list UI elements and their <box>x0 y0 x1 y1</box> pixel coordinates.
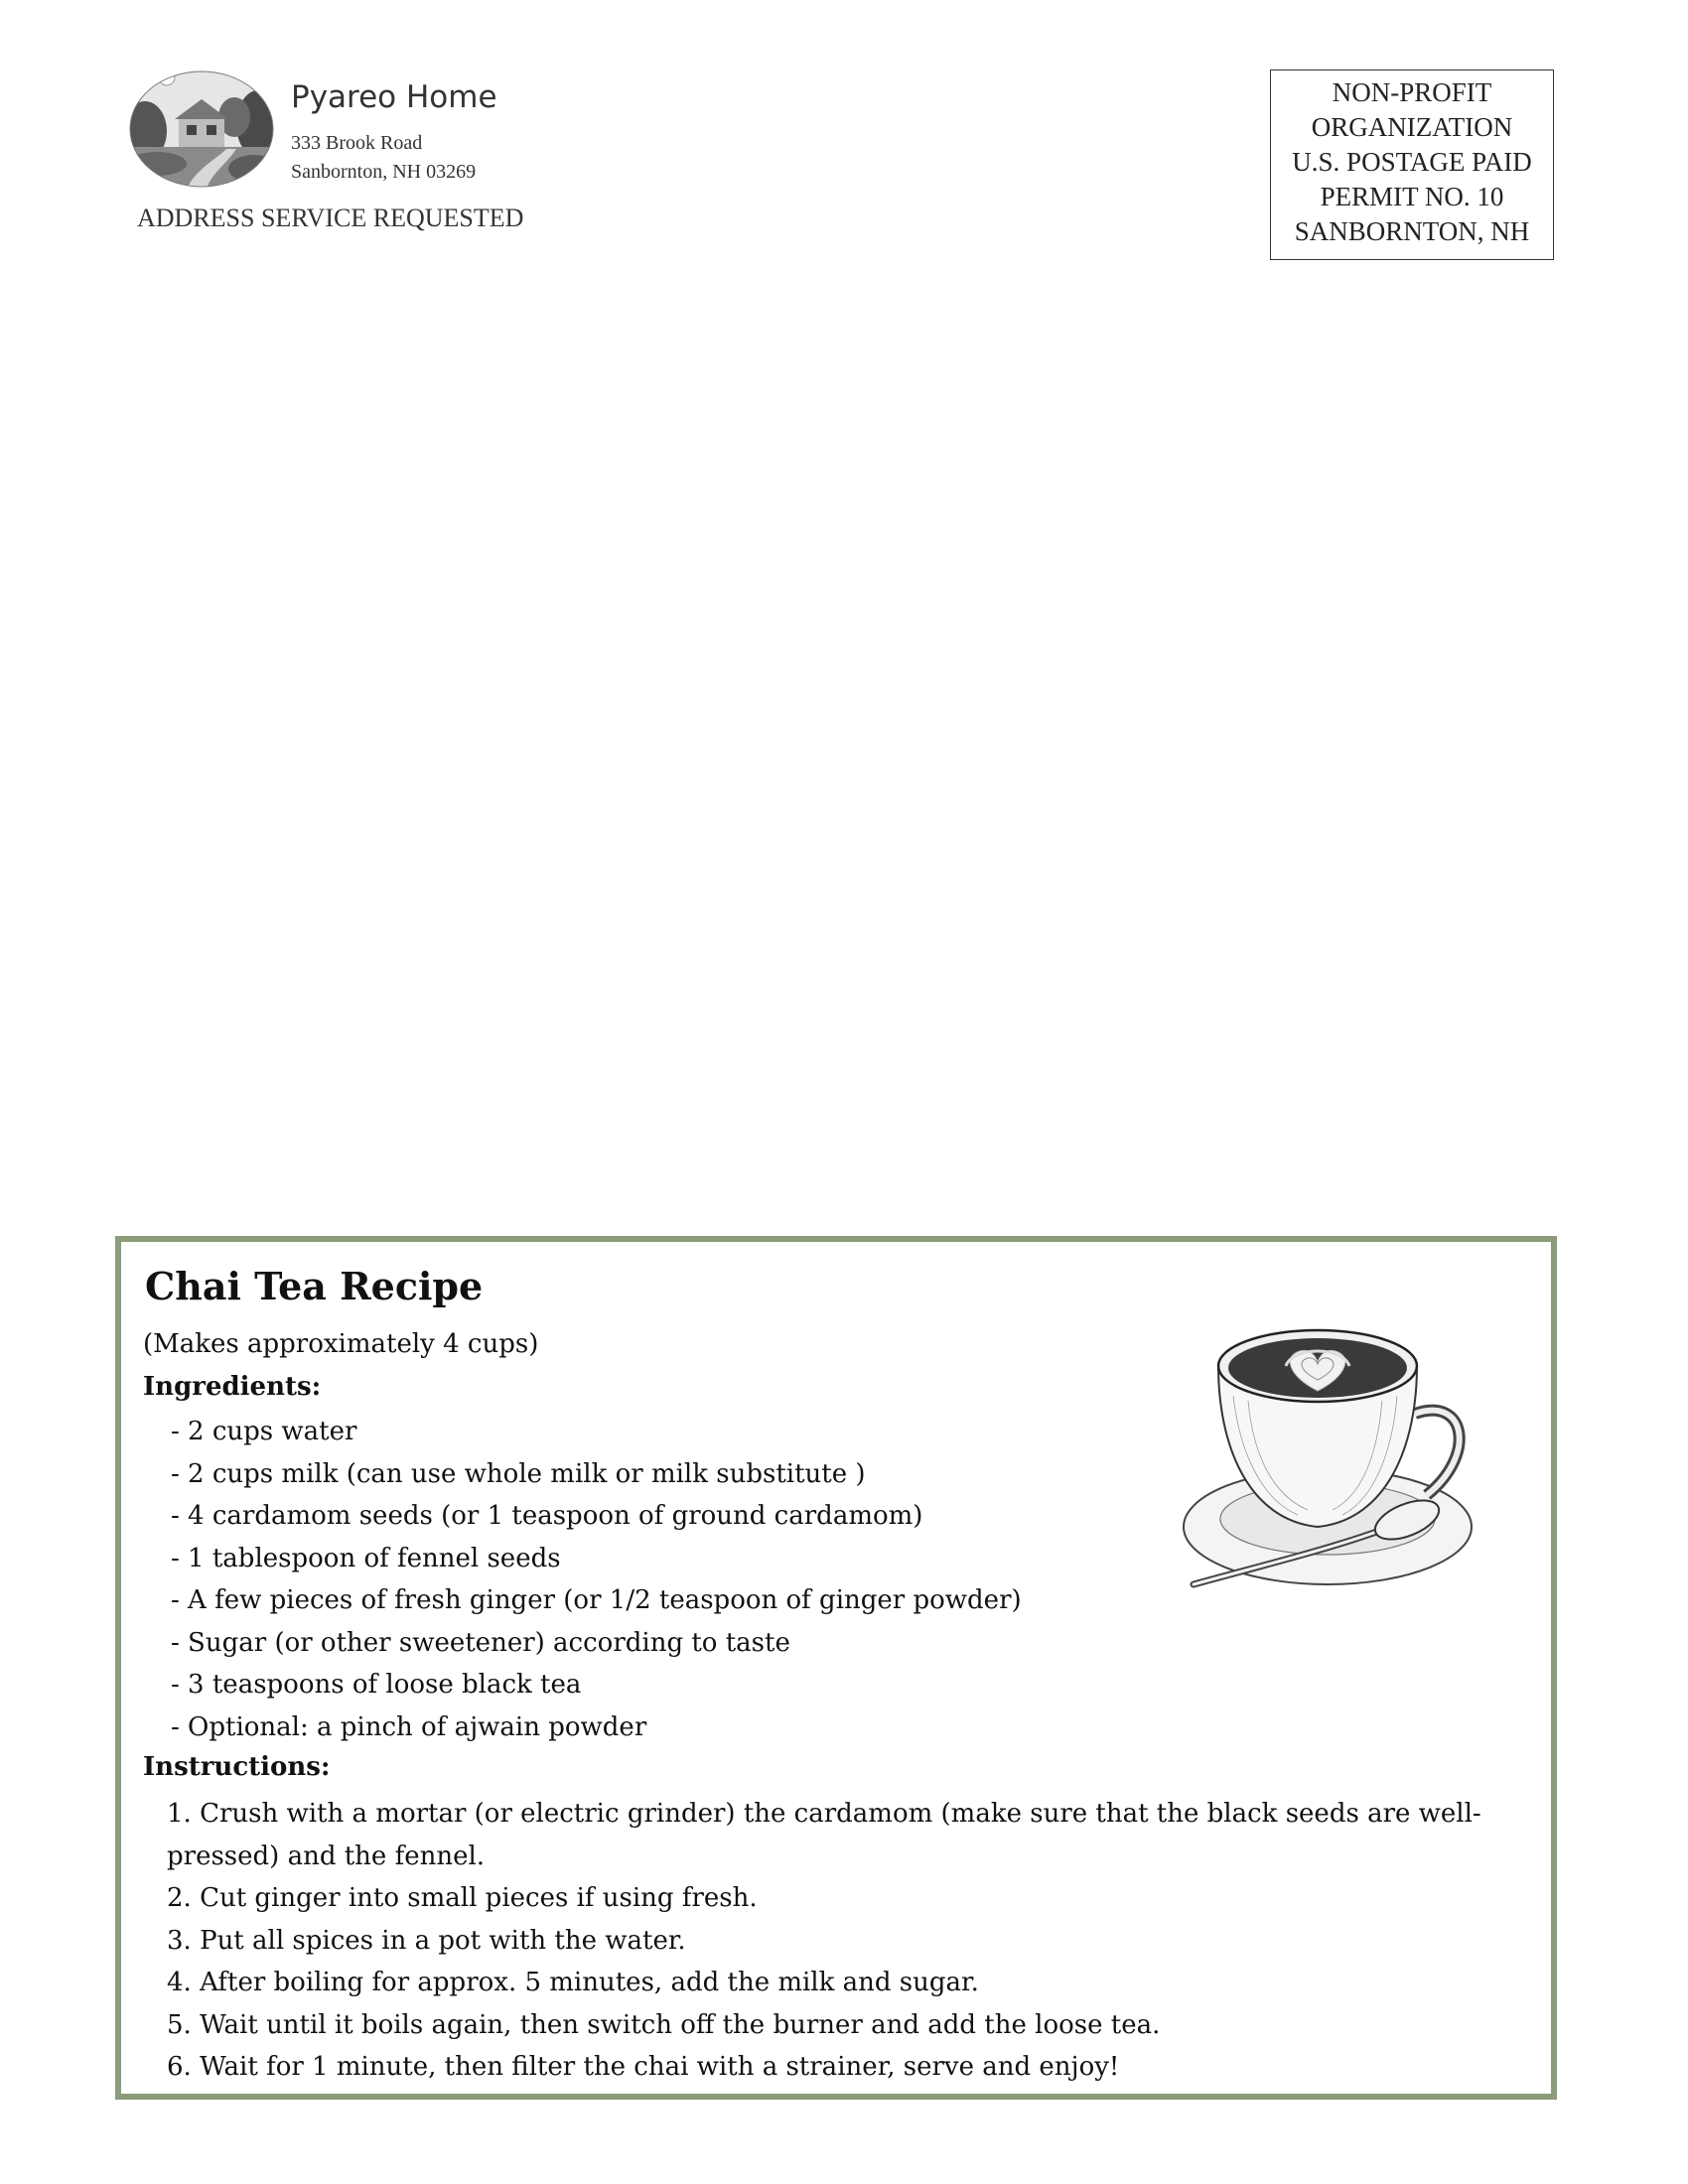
instruction-step: 4. After boiling for approx. 5 minutes, add the milk and sugar. <box>167 1968 979 1997</box>
ingredient-item: - Sugar (or other sweetener) according to taste <box>171 1627 790 1658</box>
ingredient-item: - 2 cups water <box>171 1417 357 1446</box>
city-state-zip: Sanbornton, NH 03269 <box>291 161 477 183</box>
postage-indicia <box>1270 69 1554 260</box>
indicia-line: SANBORNTON, NH <box>1294 216 1530 246</box>
recipe-card <box>115 1236 1557 2100</box>
ingredient-item: - 2 cups milk (can use whole milk or milk substitute ) <box>171 1458 866 1489</box>
instruction-step: 6. Wait for 1 minute, then filter the chai with a strainer, serve and enjoy! <box>167 2052 1120 2082</box>
ingredient-item: - 4 cardamom seeds (or 1 teaspoon of ground cardamom) <box>171 1501 923 1531</box>
ingredient-item: - A few pieces of fresh ginger (or 1/2 teaspoon of ginger powder) <box>171 1585 1022 1615</box>
ingredient-item: - 1 tablespoon of fennel seeds <box>171 1543 561 1573</box>
address-service-requested: ADDRESS SERVICE REQUESTED <box>137 204 524 232</box>
indicia-line: PERMIT NO. 10 <box>1320 182 1504 211</box>
instruction-step: 5. Wait until it boils again, then switch off the burner and add the loose tea. <box>167 2009 1161 2040</box>
return-address-block <box>127 69 584 238</box>
ingredient-item: - 3 teaspoons of loose black tea <box>171 1670 582 1700</box>
instructions-heading: Instructions: <box>143 1752 331 1782</box>
organization-name: Pyareo Home <box>291 79 497 115</box>
indicia-line: ORGANIZATION <box>1311 112 1513 142</box>
coffee-cup-illustration <box>1179 1306 1486 1604</box>
house-landscape-logo <box>127 69 276 189</box>
recipe-yield: (Makes approximately 4 cups) <box>143 1329 539 1359</box>
instruction-step: 1. Crush with a mortar (or electric grinder) the cardamom (make sure that the black seeds are well-pressed) and the fennel. <box>167 1799 1481 1871</box>
instruction-step: 3. Put all spices in a pot with the water. <box>167 1925 686 1956</box>
indicia-line: U.S. POSTAGE PAID <box>1292 147 1532 177</box>
instruction-step: 2. Cut ginger into small pieces if using fresh. <box>167 1883 758 1913</box>
ingredient-list <box>171 1411 1022 1748</box>
ingredient-item: - Optional: a pinch of ajwain powder <box>171 1711 647 1742</box>
indicia-line: NON-PROFIT <box>1332 77 1492 107</box>
recipe-title: Chai Tea Recipe <box>145 1264 484 1308</box>
ingredients-heading: Ingredients: <box>143 1372 322 1402</box>
street-address: 333 Brook Road <box>291 132 423 154</box>
instruction-list <box>167 1793 1497 2089</box>
